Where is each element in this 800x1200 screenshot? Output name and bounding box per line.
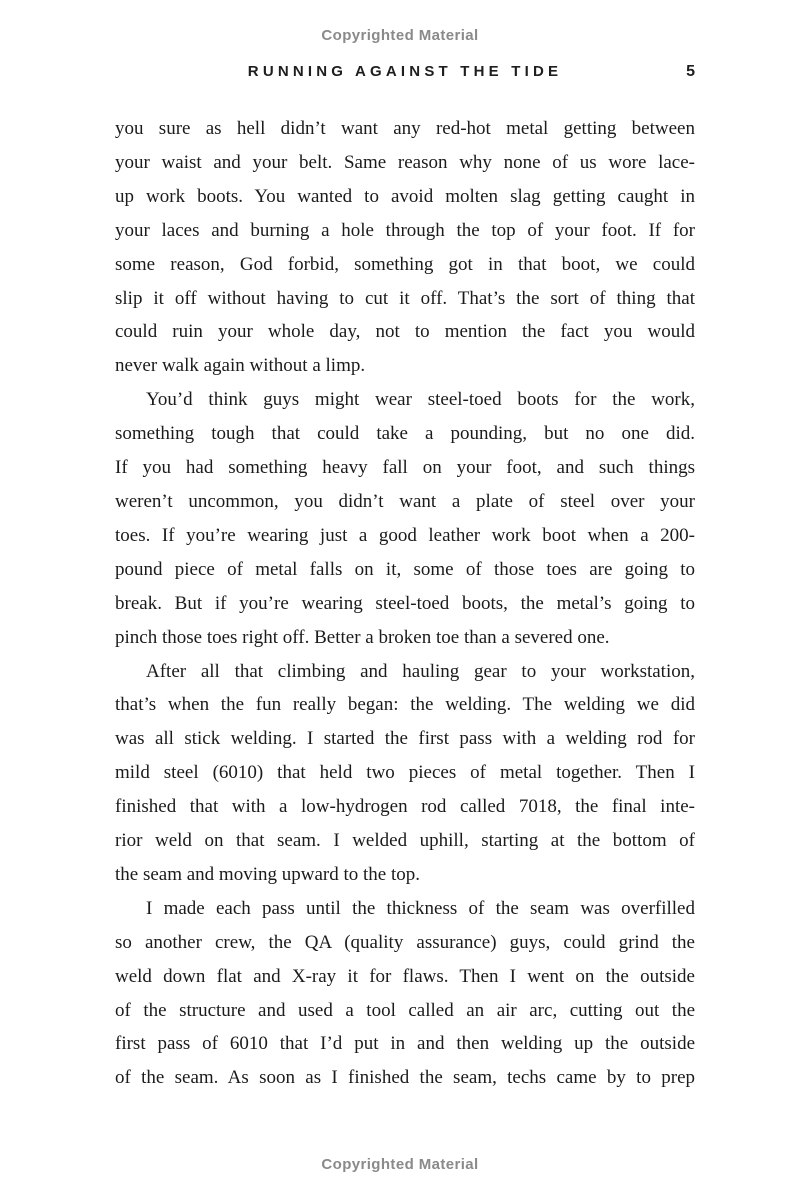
text-line: of the structure and used a tool called an air arc, cutting out the [115,999,695,1021]
running-header [115,63,695,83]
text-line: If you had something heavy fall on your foot, and such things [115,457,695,479]
text-line: weld down flat and X-ray it for flaws. Then I went on the outside [115,965,695,987]
text-line: never walk again without a limp. [115,355,366,377]
copyright-notice-top: Copyrighted Material [321,27,479,44]
text-line: You’d think guys might wear steel-toed boots for the work, [146,389,695,411]
text-line: I made each pass until the thickness of the seam was overfilled [146,897,695,919]
text-line: so another crew, the QA (quality assurance) guys, could grind the [115,931,695,953]
text-line: was all stick welding. I started the first pass with a welding rod for [115,728,695,750]
text-line: of the seam. As soon as I finished the seam, techs came by to prep [115,1067,695,1089]
text-line: first pass of 6010 that I’d put in and then welding up the outside [115,1033,695,1055]
page-body [115,112,695,1095]
text-line: up work boots. You wanted to avoid molten slag getting caught in [115,185,695,207]
paragraph [115,383,695,654]
page-number: 5 [686,63,695,80]
text-line: you sure as hell didn’t want any red-hot metal getting between [115,118,695,139]
copyright-notice-bottom: Copyrighted Material [321,1156,479,1173]
paragraph [115,655,695,892]
running-header-title: RUNNING AGAINST THE TIDE [247,63,563,80]
text-line: could ruin your whole day, not to mention the fact you would [115,321,695,343]
text-line: pound piece of metal falls on it, some of those toes are going to [115,558,695,580]
text-line: toes. If you’re wearing just a good leather work boot when a 200- [115,524,695,546]
text-line: rior weld on that seam. I welded uphill, starting at the bottom of [115,830,695,852]
text-line: mild steel (6010) that held two pieces of metal together. Then I [115,762,695,784]
text-line: your laces and burning a hole through the top of your foot. If for [115,219,695,241]
text-line: finished that with a low-hydrogen rod called 7018, the final inte- [115,796,695,818]
text-line: pinch those toes right off. Better a broken toe than a severed one. [115,626,610,648]
text-line: weren’t uncommon, you didn’t want a plate of steel over your [115,490,695,512]
text-line: break. But if you’re wearing steel-toed boots, the metal’s going to [115,592,695,614]
text-line: the seam and moving upward to the top. [115,863,420,885]
text-line: your waist and your belt. Same reason why none of us wore lace- [115,151,695,173]
text-line: slip it off without having to cut it off. That’s the sort of thing that [115,287,695,309]
text-line: some reason, God forbid, something got in that boot, we could [115,253,695,275]
paragraph [115,112,695,383]
paragraph [115,892,695,1095]
text-line: something tough that could take a pounding, but no one did. [115,423,695,445]
text-line: After all that climbing and hauling gear to your workstation, [146,660,695,682]
text-line: that’s when the fun really began: the welding. The welding we did [115,694,695,716]
